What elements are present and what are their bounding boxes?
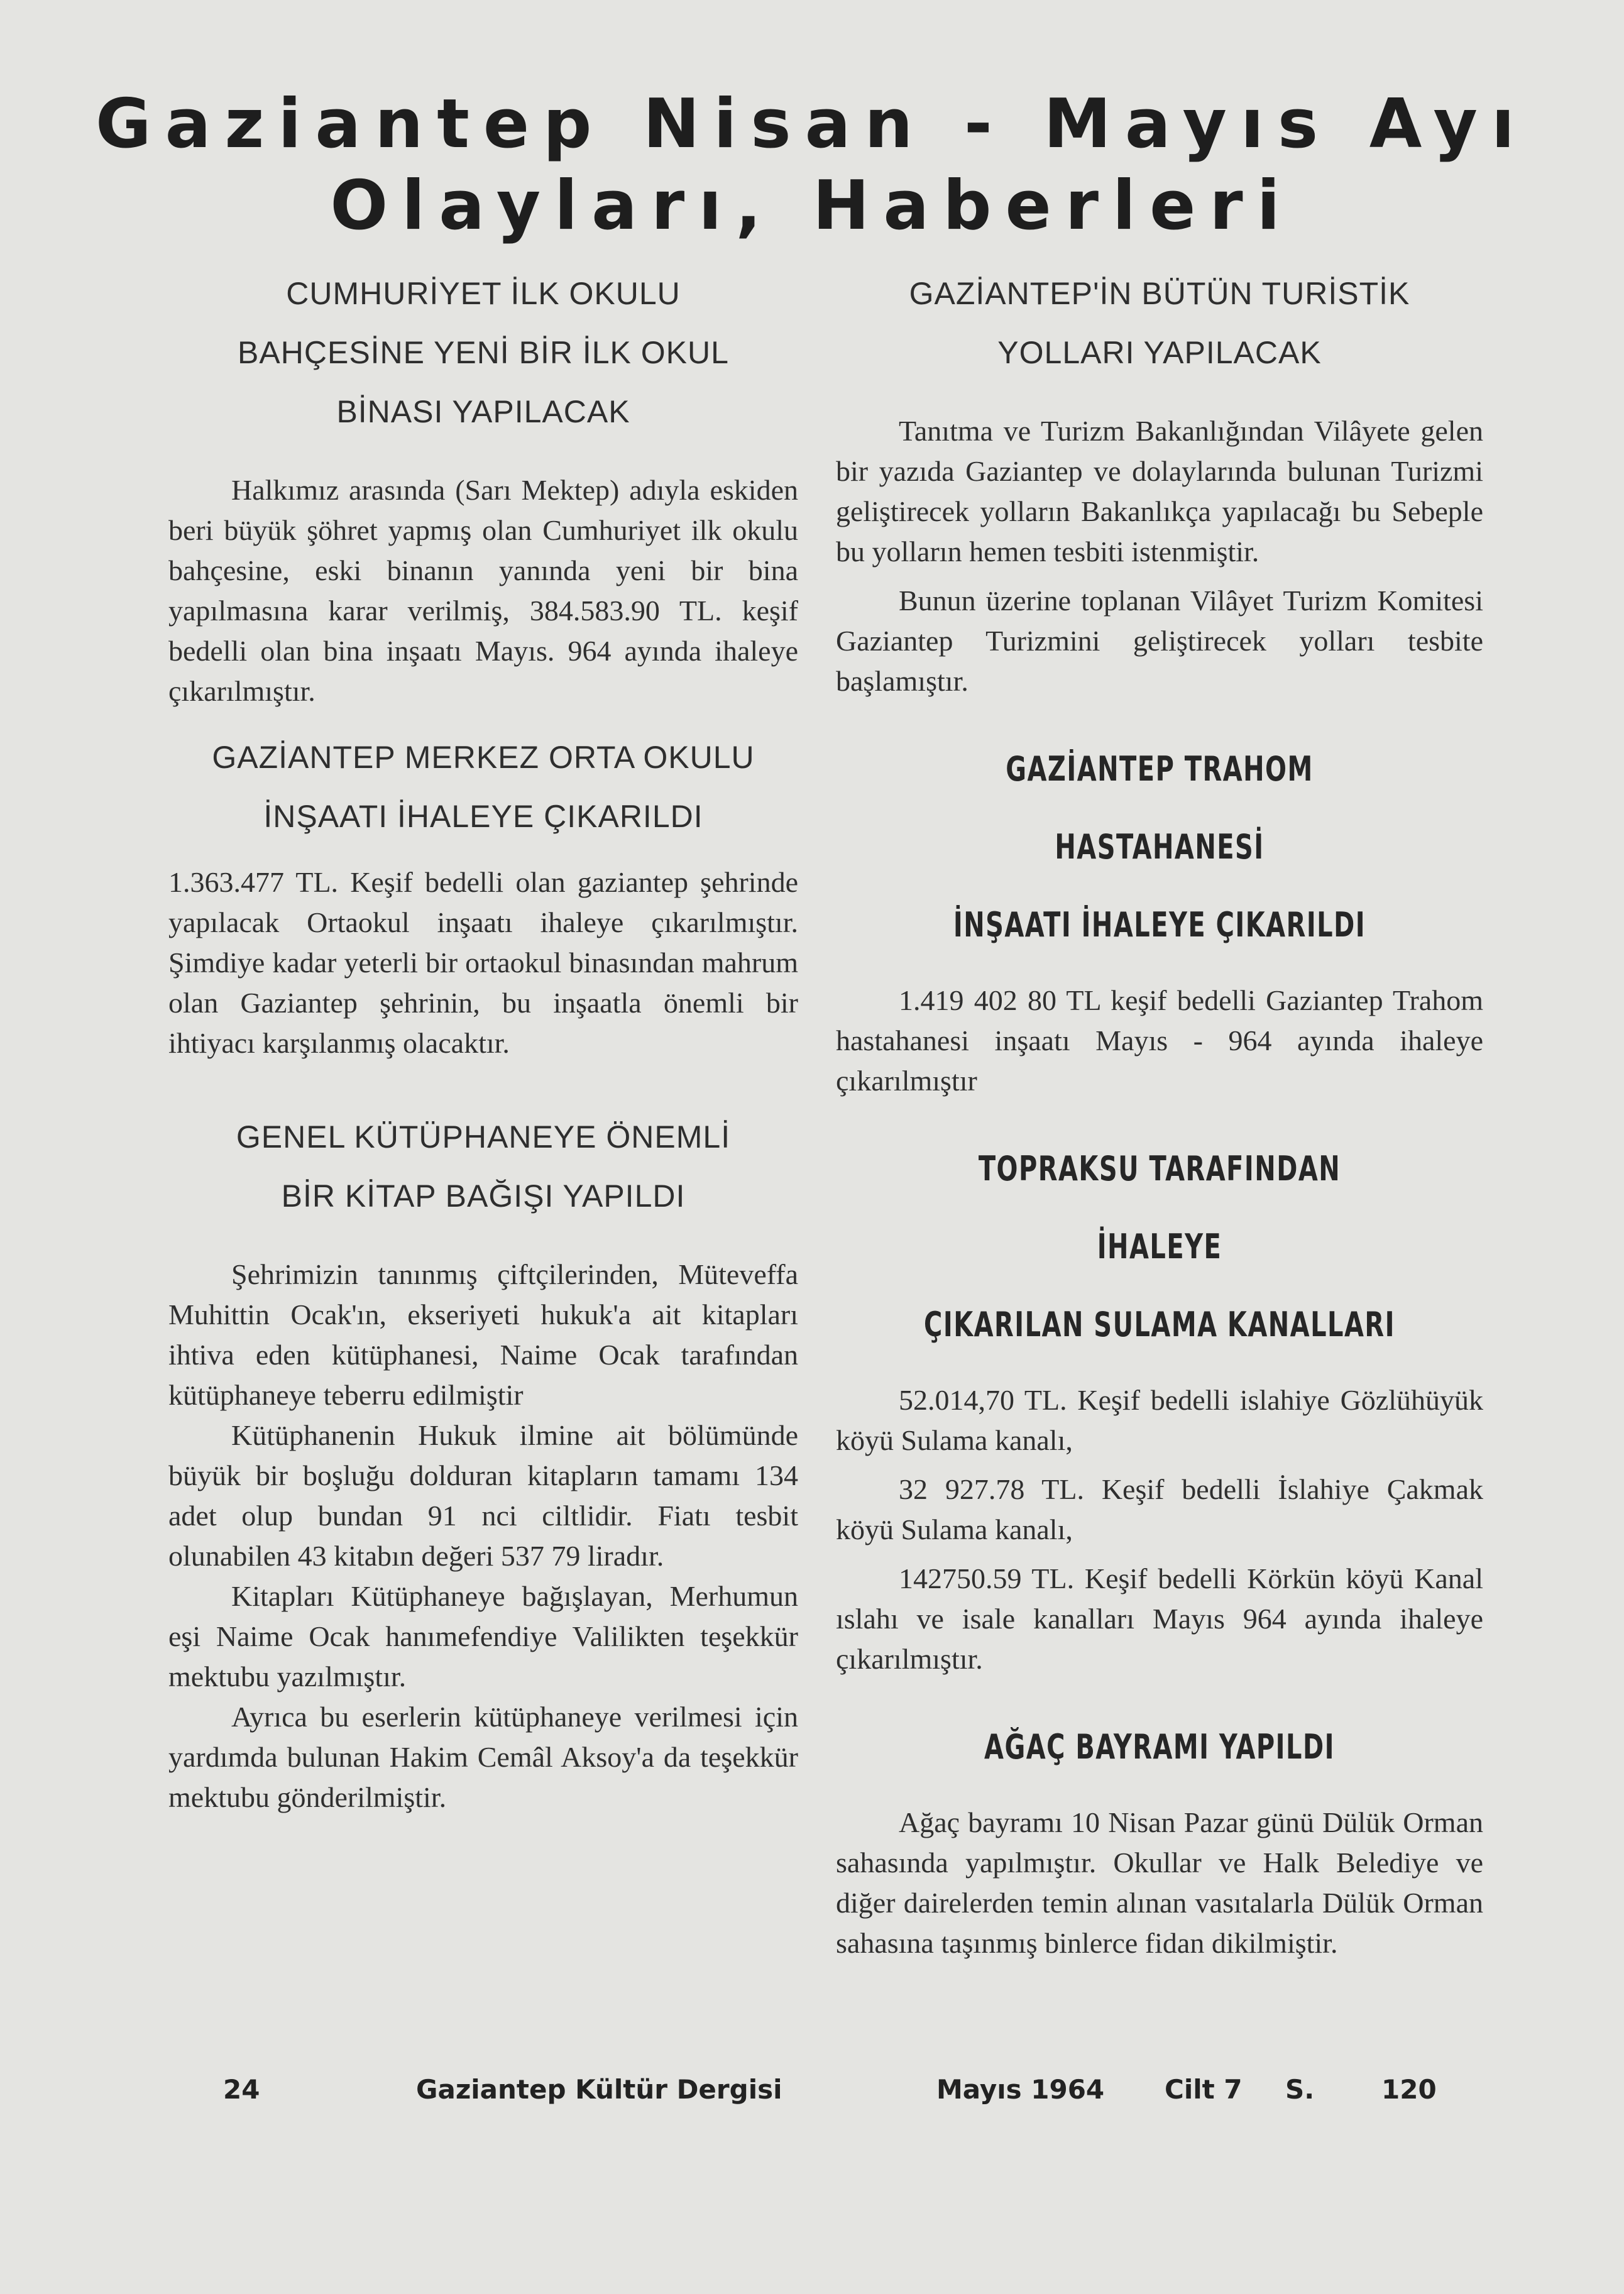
right-column: [836, 264, 1483, 1963]
article-headline: AĞAÇ BAYRAMI YAPILDI: [984, 1727, 1335, 1767]
headline-line: GAZİANTEP MERKEZ ORTA OKULU: [212, 740, 755, 775]
article-headline: [836, 264, 1483, 382]
headline-line: GAZİANTEP TRAHOM HASTAHANESİ: [1006, 749, 1314, 867]
page-title-line-1: Gaziantep Nisan - Mayıs Ayı: [96, 85, 1528, 163]
headline-line: YOLLARI YAPILACAK: [997, 335, 1322, 370]
headline-line: İNŞAATI İHALEYE ÇIKARILDI: [953, 905, 1366, 945]
article-paragraph: Halkımız arasında (Sarı Mektep) adıyla eskiden beri büyük şöhret yapmış olan Cumhuriyet ilk okulu bahçesine, eski binanın yanında yeni bir bina yapılmasına karar verilmiş, 384.583.90 TL. keşif bedelli olan bina inşaatı Mayıs. 964 ayında ihaleye çıkarılmıştır.: [168, 474, 798, 707]
page-title-line-2: Olayları, Haberleri: [330, 167, 1294, 245]
article-headline: [168, 728, 798, 846]
article-paragraph: Kütüphanenin Hukuk ilmine ait bölümünde büyük bir boşluğu dolduran kitapların tamamı 134 adet olup bundan 91 nci ciltlidir. Fiatı tesbit olunabilen 43 kitabın değeri 537 79 liradır.: [168, 1419, 798, 1572]
headline-line: CUMHURİYET İLK OKULU: [286, 276, 681, 311]
article-paragraph: Kitapları Kütüphaneye bağışlayan, Merhumun eşi Naime Ocak hanımefendiye Valilikten teşekkür mektubu yazılmıştır.: [168, 1580, 798, 1693]
article-paragraph: Şehrimizin tanınmış çiftçilerinden, Müteveffa Muhittin Ocak'ın, ekseriyeti hukuk'a ait kitapları ihtiva eden kütüphanesi, Naime Ocak tarafından kütüphaneye teberru edilmiştir: [168, 1258, 798, 1411]
article-paragraph: 142750.59 TL. Keşif bedelli Körkün köyü Kanal ıslahı ve isale kanalları Mayıs 964 ayında ihaleye çıkarılmıştır.: [836, 1562, 1483, 1675]
headline-line: GENEL KÜTÜPHANEYE ÖNEMLİ: [236, 1119, 731, 1155]
headline-line: ÇIKARILAN SULAMA KANALLARI: [924, 1305, 1395, 1344]
left-column: [168, 264, 798, 1818]
headline-line: İNŞAATI İHALEYE ÇIKARILDI: [263, 799, 703, 834]
headline-line: TOPRAKSU TARAFINDAN İHALEYE: [978, 1149, 1341, 1266]
article-paragraph: 1.419 402 80 TL keşif bedelli Gaziantep Trahom hastahanesi inşaatı Mayıs - 964 ayında ihaleye çıkarılmıştır: [836, 984, 1483, 1097]
issue-label: S.: [1285, 2074, 1315, 2105]
page-number: 24: [223, 2074, 260, 2105]
article-headline: [168, 1107, 798, 1226]
article-headline: [836, 1130, 1483, 1364]
journal-name: Gaziantep Kültür Dergisi: [416, 2074, 782, 2105]
article-paragraph: 52.014,70 TL. Keşif bedelli islahiye Gözlühüyük köyü Sulama kanalı,: [836, 1384, 1483, 1456]
article-paragraph: Ağaç bayramı 10 Nisan Pazar günü Dülük Orman sahasında yapılmıştır. Okullar ve Halk Belediye ve diğer dairelerden temin alınan vasıtalarla Dülük Orman sahasına taşınmış binlerce fidan dikilmiştir.: [836, 1806, 1483, 1959]
article-paragraph: 32 927.78 TL. Keşif bedelli İslahiye Çakmak köyü Sulama kanalı,: [836, 1473, 1483, 1545]
headline-line: BİNASI YAPILACAK: [336, 394, 630, 429]
article-paragraph: Bunun üzerine toplanan Vilâyet Turizm Komitesi Gaziantep Turizmini geliştirecek yolları tesbite başlamıştır.: [836, 584, 1483, 697]
headline-line: BİR KİTAP BAĞIŞI YAPILDI: [281, 1178, 686, 1214]
article-paragraph: Ayrıca bu eserlerin kütüphaneye verilmesi için yardımda bulunan Hakim Cemâl Aksoy'a da teşekkür mektubu gönderilmiştir.: [168, 1701, 798, 1813]
issue-date: Mayıs 1964: [936, 2074, 1105, 2105]
article-paragraph: Tanıtma ve Turizm Bakanlığından Vilâyete gelen bir yazıda Gaziantep ve dolaylarında bulunan Turizmi geliştirecek yolların Bakanlıkça yapılacağı bu Sebeple bu yolların hemen tesbiti istenmiştir.: [836, 415, 1483, 568]
headline-line: BAHÇESİNE YENİ BİR İLK OKUL: [238, 335, 729, 370]
headline-line: GAZİANTEP'İN BÜTÜN TURİSTİK: [909, 276, 1410, 311]
article-headline: [168, 264, 798, 441]
article-headline: [836, 730, 1483, 964]
issue-number: 120: [1381, 2074, 1437, 2105]
article-paragraph: 1.363.477 TL. Keşif bedelli olan gaziantep şehrinde yapılacak Ortaokul inşaatı ihaleye çıkarılmıştır. Şimdiye kadar yeterli bir ortaokul binasından mahrum olan Gaziantep şehrinin, bu inşaatla önemli bir ihtiyacı karşılanmış olacaktır.: [168, 866, 798, 1059]
volume-label: Cilt 7: [1165, 2074, 1243, 2105]
